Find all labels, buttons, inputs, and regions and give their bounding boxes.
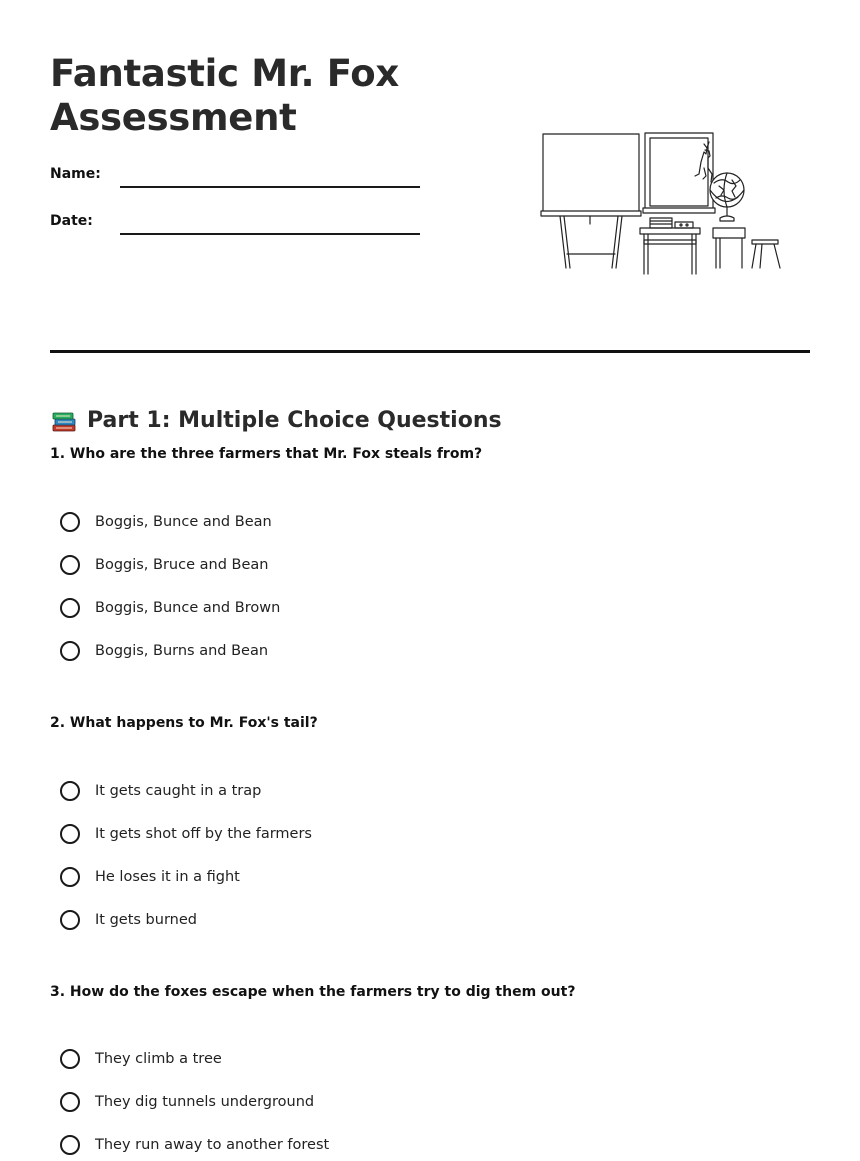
radio-button[interactable] <box>60 1049 80 1069</box>
radio-button[interactable] <box>60 1092 80 1112</box>
option-label: They climb a tree <box>95 1051 222 1067</box>
date-input-line[interactable] <box>120 233 420 235</box>
classroom-illustration-icon <box>540 128 790 280</box>
q3-option-c[interactable] <box>60 1132 329 1158</box>
section-heading-text: Part 1: Multiple Choice Questions <box>87 407 502 433</box>
q1-option-d[interactable] <box>60 638 268 664</box>
q3-option-a[interactable] <box>60 1046 222 1072</box>
radio-button[interactable] <box>60 1135 80 1155</box>
option-label: Boggis, Burns and Bean <box>95 643 269 659</box>
option-label: It gets shot off by the farmers <box>95 826 312 842</box>
section-heading <box>50 406 502 434</box>
section-divider <box>50 350 810 353</box>
question-2-text: 2. What happens to Mr. Fox's tail? <box>50 715 318 731</box>
name-field[interactable] <box>50 166 420 196</box>
option-label: They dig tunnels underground <box>95 1094 315 1110</box>
radio-button[interactable] <box>60 641 80 661</box>
date-field[interactable] <box>50 213 420 243</box>
radio-button[interactable] <box>60 781 80 801</box>
books-icon <box>50 406 78 434</box>
option-label: Boggis, Bunce and Brown <box>95 600 281 616</box>
radio-button[interactable] <box>60 910 80 930</box>
radio-button[interactable] <box>60 598 80 618</box>
q2-option-c[interactable] <box>60 864 240 890</box>
radio-button[interactable] <box>60 555 80 575</box>
radio-button[interactable] <box>60 512 80 532</box>
option-label: They run away to another forest <box>95 1137 330 1153</box>
option-label: Boggis, Bunce and Bean <box>95 514 272 530</box>
option-label: He loses it in a fight <box>95 869 240 885</box>
q2-option-d[interactable] <box>60 907 197 933</box>
option-label: Boggis, Bruce and Bean <box>95 557 269 573</box>
question-1-text: 1. Who are the three farmers that Mr. Fox steals from? <box>50 446 483 462</box>
radio-button[interactable] <box>60 824 80 844</box>
title-line-1: Fantastic Mr. Fox <box>50 52 399 95</box>
page-title <box>50 52 510 140</box>
q1-option-c[interactable] <box>60 595 280 621</box>
option-label: It gets caught in a trap <box>95 783 262 799</box>
option-label: It gets burned <box>95 912 197 928</box>
name-input-line[interactable] <box>120 186 420 188</box>
date-label: Date: <box>50 213 93 229</box>
q3-option-b[interactable] <box>60 1089 314 1115</box>
name-label: Name: <box>50 166 101 182</box>
question-3-text: 3. How do the foxes escape when the farmers try to dig them out? <box>50 984 576 1000</box>
q1-option-a[interactable] <box>60 509 272 535</box>
q2-option-a[interactable] <box>60 778 261 804</box>
q2-option-b[interactable] <box>60 821 312 847</box>
q1-option-b[interactable] <box>60 552 268 578</box>
radio-button[interactable] <box>60 867 80 887</box>
title-line-2: Assessment <box>50 96 297 139</box>
